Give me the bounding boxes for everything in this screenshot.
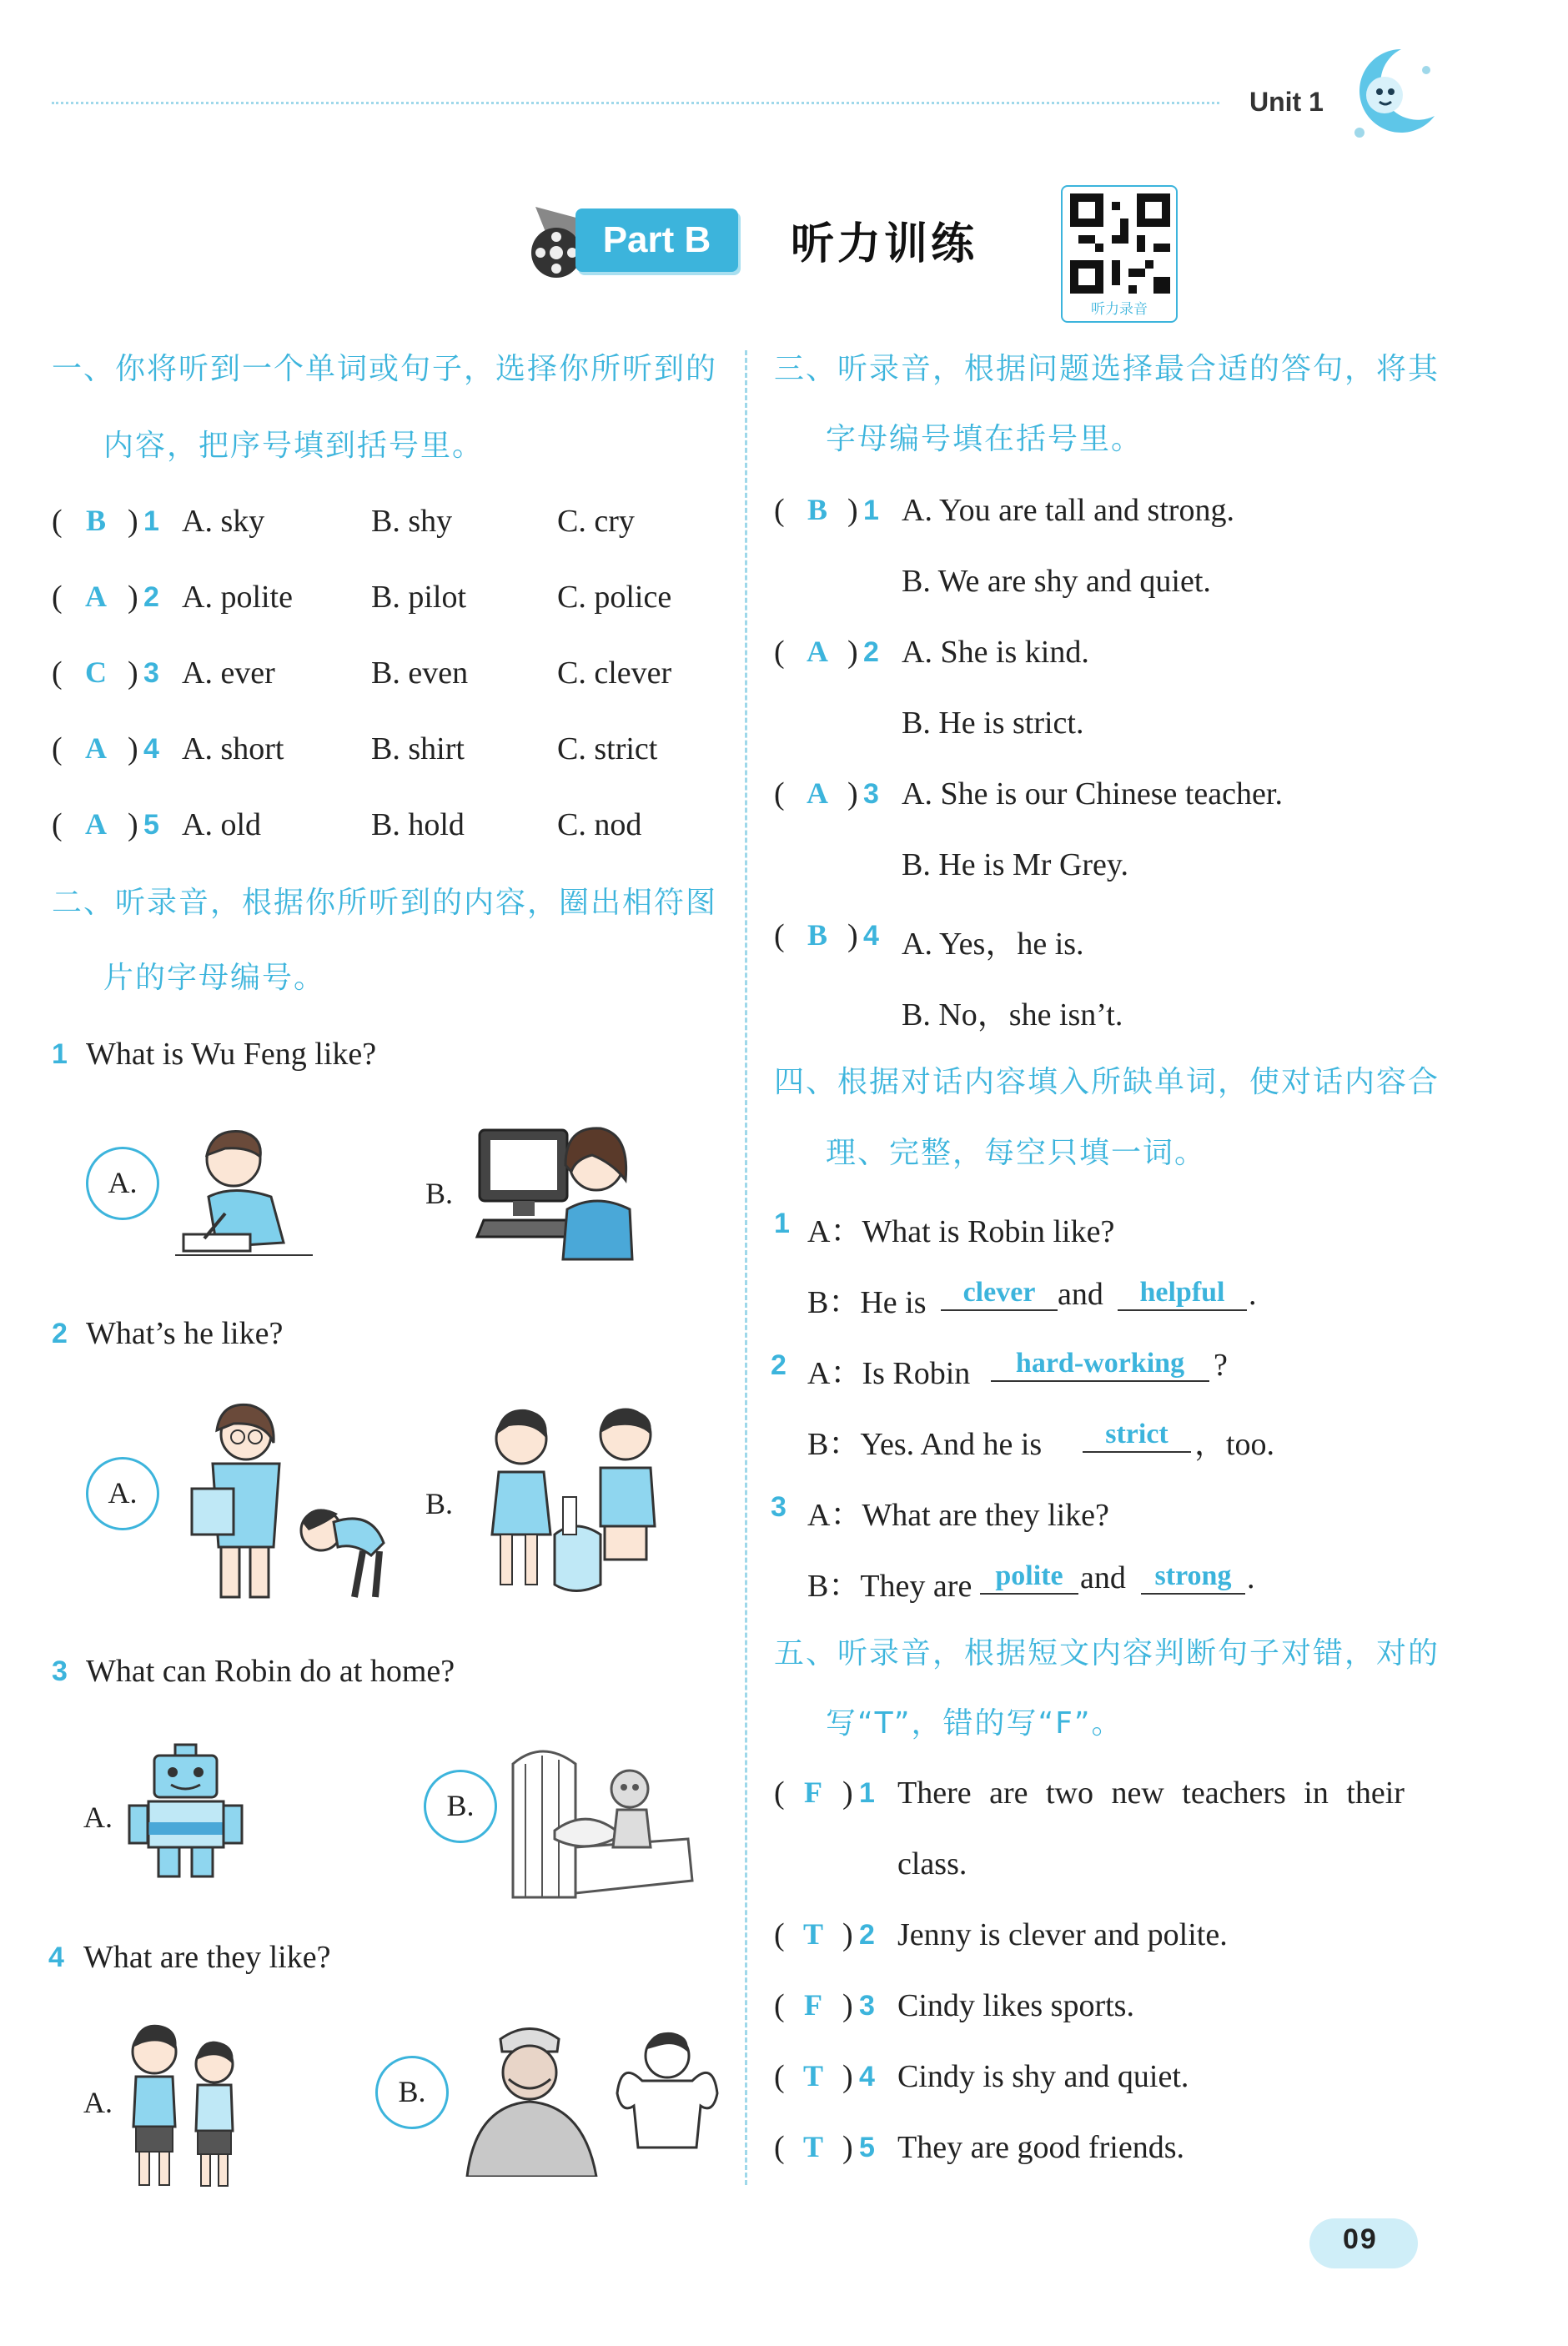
answer-blank[interactable]: F xyxy=(804,1776,822,1809)
boy-writing-picture[interactable] xyxy=(175,1122,313,1263)
header-dotted-rule xyxy=(52,102,1219,104)
section1-title-line2: 内容，把序号填到括号里。 xyxy=(103,429,485,463)
answer-blank[interactable]: A xyxy=(807,776,828,810)
question-text: What can Robin do at home? xyxy=(86,1654,455,1689)
teacher-and-bowing-boy-picture[interactable] xyxy=(175,1397,400,1605)
section4-title-line1: 四、根据对话内容填入所缺单词，使对话内容合 xyxy=(774,1065,1440,1099)
answer-blank[interactable]: B xyxy=(85,504,106,537)
option-b-circled[interactable]: B. xyxy=(375,2056,449,2129)
answer-blank[interactable]: B xyxy=(807,493,827,526)
two-boys-picture[interactable] xyxy=(121,2018,246,2193)
fill-blank[interactable]: strict xyxy=(1083,1418,1191,1453)
option-a-circled[interactable]: A. xyxy=(86,1457,159,1530)
option-b-label[interactable]: B. xyxy=(425,1177,454,1210)
section5-title-line2: 写“T”，错的写“F”。 xyxy=(826,1706,1123,1741)
section5-title-line1: 五、听录音，根据短文内容判断句子对错，对的 xyxy=(774,1636,1440,1670)
answer-blank[interactable]: A xyxy=(85,731,107,765)
section2-title-line1: 二、听录音，根据你所听到的内容，圈出相符图 xyxy=(52,886,718,920)
question-number: 3 xyxy=(52,1655,68,1687)
column-divider xyxy=(745,350,747,2185)
section4-title-line2: 理、完整，每空只填一词。 xyxy=(826,1136,1207,1170)
qr-code-icon xyxy=(1070,193,1170,294)
girl-at-computer-picture[interactable] xyxy=(467,1113,634,1268)
section3-title-line2: 字母编号填在括号里。 xyxy=(826,422,1143,456)
robot-by-bed-picture[interactable] xyxy=(505,1739,696,1910)
fill-blank[interactable]: strong xyxy=(1141,1560,1245,1595)
moon-mascot-icon xyxy=(1343,37,1443,145)
robot-picture[interactable] xyxy=(125,1743,246,1885)
qr-code[interactable] xyxy=(1061,185,1178,323)
fill-blank[interactable]: hard-working xyxy=(991,1347,1209,1382)
answer-blank[interactable]: A xyxy=(85,580,107,613)
answer-blank[interactable]: T xyxy=(802,2059,823,2092)
page-number: 09 xyxy=(1343,2223,1378,2255)
section1-title-line1: 一、你将听到一个单词或句子，选择你所听到的 xyxy=(52,352,718,386)
qr-caption: 听力录音 xyxy=(1091,301,1148,318)
section3-title-line1: 三、听录音，根据问题选择最合适的答句，将其 xyxy=(774,352,1440,386)
unit-label: Unit 1 xyxy=(1249,87,1324,117)
question-number: 4 xyxy=(48,1942,64,1973)
option-b-label[interactable]: B. xyxy=(425,1487,454,1520)
answer-blank[interactable]: T xyxy=(802,2130,823,2163)
page-title: 听力训练 xyxy=(791,219,978,269)
section2-title-line2: 片的字母编号。 xyxy=(103,961,326,995)
answer-blank[interactable]: T xyxy=(802,1917,823,1951)
question-text: What is Wu Feng like? xyxy=(86,1037,377,1072)
answer-blank[interactable]: F xyxy=(804,1988,822,2022)
part-b-badge: Part B xyxy=(575,208,738,272)
answer-blank[interactable]: B xyxy=(807,918,827,952)
question-text: What are they like? xyxy=(83,1940,331,1975)
question-number: 2 xyxy=(52,1318,68,1349)
fill-blank[interactable]: helpful xyxy=(1118,1276,1247,1311)
answer-blank[interactable]: C xyxy=(85,656,107,689)
answer-blank[interactable]: A xyxy=(85,807,107,841)
option-a-circled[interactable]: A. xyxy=(86,1147,159,1220)
option-a-label[interactable]: A. xyxy=(83,1801,113,1834)
strong-men-picture[interactable] xyxy=(459,2014,721,2177)
question-text: What’s he like? xyxy=(86,1316,284,1351)
answer-blank[interactable]: A xyxy=(807,635,828,668)
kids-cleaning-picture[interactable] xyxy=(475,1401,676,1601)
option-a-label[interactable]: A. xyxy=(83,2086,113,2119)
fill-blank[interactable]: polite xyxy=(980,1560,1078,1595)
option-b-circled[interactable]: B. xyxy=(424,1770,497,1843)
question-number: 1 xyxy=(52,1038,68,1070)
fill-blank[interactable]: clever xyxy=(941,1276,1058,1311)
